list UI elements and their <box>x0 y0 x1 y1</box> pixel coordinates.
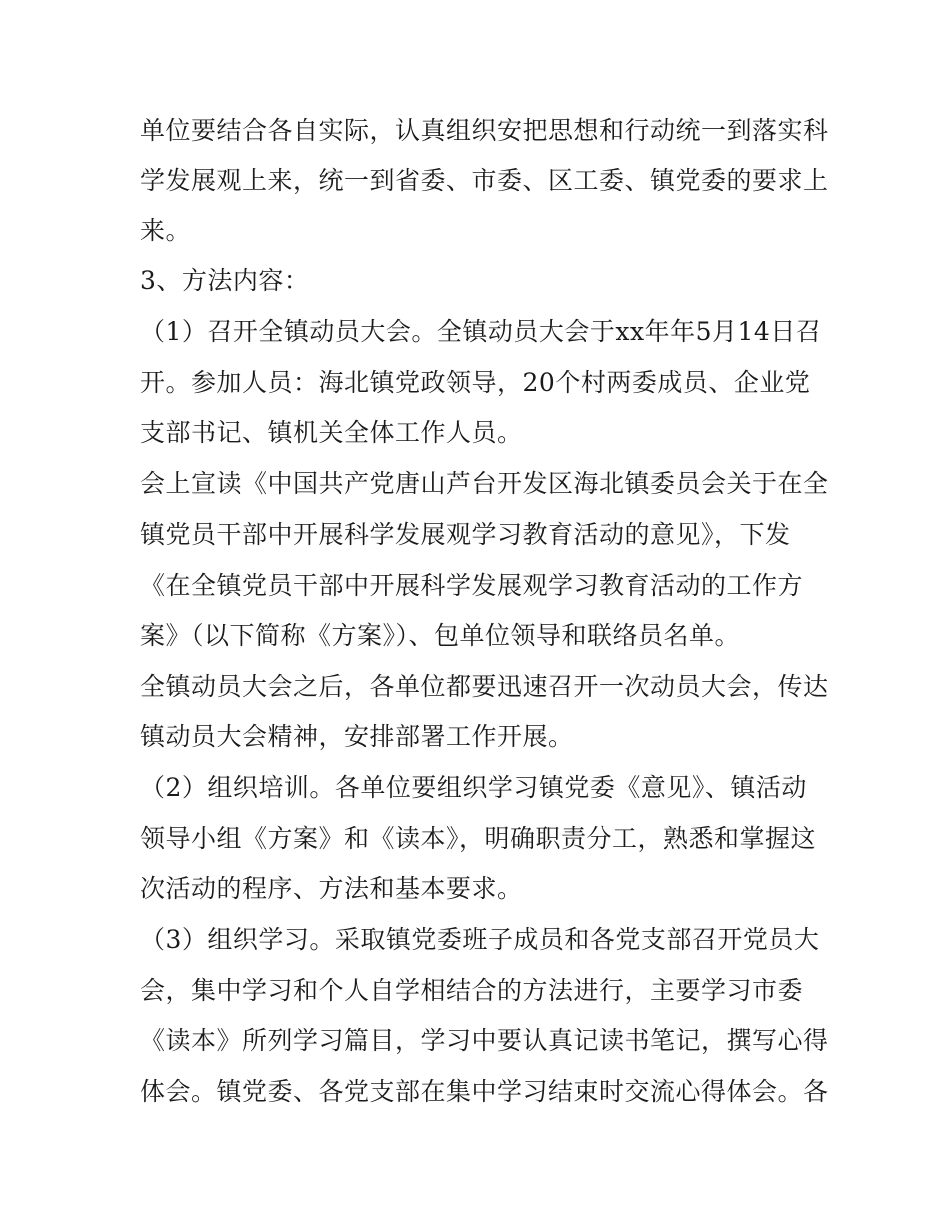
text-line-18: 会，集中学习和个人自学相结合的方法进行，主要学习市委 <box>140 976 804 1005</box>
section-heading: 3、方法内容： <box>140 266 310 295</box>
text-line-15: 领导小组《方案》和《读本》，明确职责分工，熟悉和掌握这 <box>140 824 817 853</box>
text-line-12: 全镇动员大会之后，各单位都要迅速召开一次动员大会，传达 <box>140 672 829 701</box>
text-line-14: （2）组织培训。各单位要组织学习镇党委《意见》、镇活动 <box>140 773 807 802</box>
text-line-19: 《读本》所列学习篇目，学习中要认真记读书笔记，撰写心得 <box>140 1026 829 1055</box>
text-line-16: 次活动的程序、方法和基本要求。 <box>140 874 523 903</box>
text-line-1: 单位要结合各自实际，认真组织安把思想和行动统一到落实科 <box>140 116 829 145</box>
text-line-13: 镇动员大会精神，安排部署工作开展。 <box>140 722 574 751</box>
text-line-7: 支部书记、镇机关全体工作人员。 <box>140 418 523 447</box>
text-line-3: 来。 <box>140 216 192 245</box>
text-line-17: （3）组织学习。采取镇党委班子成员和各党支部召开党员大 <box>140 925 820 954</box>
text-line-8: 会上宣读《中国共产党唐山芦台开发区海北镇委员会关于在全 <box>140 469 829 498</box>
text-line-20: 体会。镇党委、各党支部在集中学习结束时交流心得体会。各 <box>140 1077 829 1106</box>
text-line-10: 《在全镇党员干部中开展科学发展观学习教育活动的工作方 <box>140 571 804 600</box>
text-line-2: 学发展观上来，统一到省委、市委、区工委、镇党委的要求上 <box>140 166 829 195</box>
text-line-6: 开。参加人员：海北镇党政领导，20个村两委成员、企业党 <box>140 368 811 397</box>
text-line-5: （1）召开全镇动员大会。全镇动员大会于xx年年5月14日召 <box>140 317 822 346</box>
text-line-9: 镇党员干部中开展科学发展观学习教育活动的意见》，下发 <box>140 520 791 549</box>
text-line-11: 案》（以下简称《方案》）、包单位领导和联络员名单。 <box>140 621 741 650</box>
